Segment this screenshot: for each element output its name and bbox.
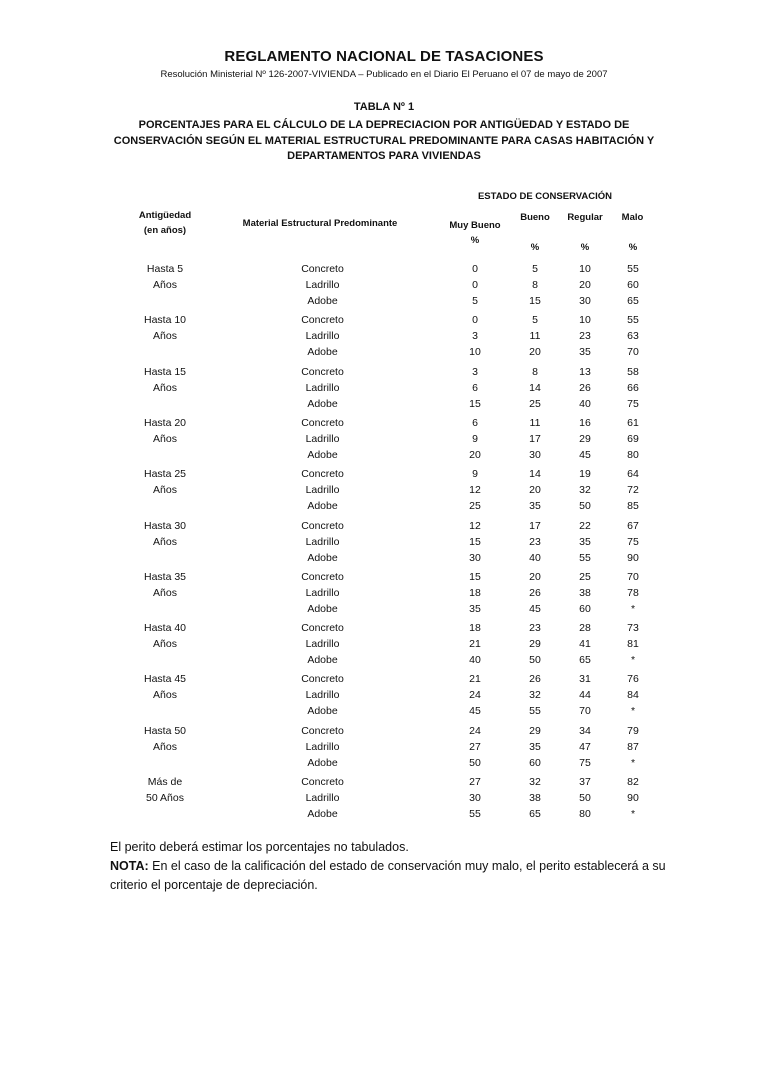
- age-label-line2: 50 Años: [146, 792, 184, 804]
- age-label-line1: Hasta 35: [143, 570, 187, 583]
- malo-cell: 76: [627, 673, 639, 686]
- age-label-line1: Hasta 40: [143, 622, 187, 635]
- table-row: [0, 790, 768, 806]
- muy-bueno-cell: 24: [469, 689, 481, 702]
- bueno-cell: 30: [529, 448, 541, 461]
- antiguedad-header-line2: (en años): [143, 225, 187, 236]
- muy-bueno-cell: 9: [472, 468, 478, 481]
- material-cell: Concreto: [301, 263, 344, 275]
- table-row: [0, 415, 768, 431]
- material-cell: Adobe: [307, 295, 338, 307]
- muy-bueno-cell: 3: [472, 330, 478, 343]
- muy-bueno-cell: 10: [469, 346, 481, 359]
- material-cell: Ladrillo: [305, 381, 340, 394]
- muy-bueno-cell: 0: [472, 314, 478, 327]
- estado-conservacion-header: ESTADO DE CONSERVACIÓN: [477, 191, 613, 202]
- age-label-line2: Años: [153, 535, 177, 548]
- malo-cell: 87: [627, 740, 639, 753]
- muy-bueno-cell: 20: [469, 448, 481, 461]
- muy-bueno-cell: 18: [469, 622, 481, 635]
- bueno-header: Bueno: [520, 212, 550, 223]
- age-label-line1: Hasta 5: [146, 263, 184, 275]
- material-cell: Ladrillo: [305, 330, 340, 343]
- regular-cell: 50: [579, 500, 591, 513]
- table-row: [0, 806, 768, 822]
- regular-cell: 35: [579, 535, 591, 548]
- material-cell: Adobe: [307, 448, 338, 461]
- table-row: [0, 652, 768, 668]
- regular-cell: 37: [579, 776, 591, 788]
- table-row: [0, 396, 768, 412]
- age-group: [0, 364, 768, 415]
- muy-bueno-cell: 18: [469, 586, 481, 599]
- table-row: [0, 498, 768, 514]
- age-label-line1: Hasta 45: [143, 673, 187, 686]
- table-row: [0, 755, 768, 771]
- age-group: [0, 774, 768, 825]
- regular-cell: 23: [579, 330, 591, 343]
- bueno-cell: 14: [529, 468, 541, 481]
- material-cell: Concreto: [301, 622, 344, 635]
- muy-bueno-cell: 27: [469, 740, 481, 753]
- regular-cell: 40: [579, 397, 591, 410]
- regular-cell: 47: [579, 740, 591, 753]
- age-group: [0, 723, 768, 774]
- bueno-cell: 35: [529, 500, 541, 513]
- age-label-line1: Hasta 20: [143, 416, 187, 429]
- bueno-cell: 32: [529, 776, 541, 788]
- malo-cell: 67: [627, 519, 639, 532]
- bueno-cell: 29: [529, 638, 541, 651]
- regular-cell: 50: [579, 792, 591, 804]
- table-row: [0, 293, 768, 309]
- table-row: [0, 703, 768, 719]
- muy-bueno-cell: 15: [469, 397, 481, 410]
- regular-cell: 10: [579, 263, 591, 275]
- malo-cell: 90: [627, 551, 639, 564]
- material-cell: Adobe: [307, 756, 338, 769]
- muy-bueno-cell: 3: [472, 365, 478, 378]
- table-row: [0, 620, 768, 636]
- bueno-cell: 45: [529, 602, 541, 615]
- malo-cell: 70: [627, 570, 639, 583]
- malo-cell: 61: [627, 416, 639, 429]
- malo-cell: 63: [627, 330, 639, 343]
- regular-cell: 22: [579, 519, 591, 532]
- bueno-cell: 20: [529, 570, 541, 583]
- malo-cell: 90: [627, 792, 639, 804]
- malo-percent: %: [628, 242, 638, 253]
- table-row: [0, 739, 768, 755]
- regular-cell: 70: [579, 705, 591, 718]
- muy-bueno-cell: 0: [472, 279, 478, 291]
- regular-cell: 55: [579, 551, 591, 564]
- regular-percent: %: [580, 242, 590, 253]
- material-cell: Concreto: [301, 673, 344, 686]
- table-row: [0, 277, 768, 293]
- regular-cell: 28: [579, 622, 591, 635]
- age-group: [0, 671, 768, 722]
- regular-cell: 41: [579, 638, 591, 651]
- regular-cell: 26: [579, 381, 591, 394]
- bueno-cell: 20: [529, 346, 541, 359]
- regular-cell: 31: [579, 673, 591, 686]
- material-cell: Concreto: [301, 314, 344, 327]
- material-cell: Concreto: [301, 519, 344, 532]
- bueno-cell: 14: [529, 381, 541, 394]
- age-group: [0, 415, 768, 466]
- muy-bueno-cell: 45: [469, 705, 481, 718]
- bueno-cell: 23: [529, 535, 541, 548]
- bueno-cell: 15: [529, 295, 541, 307]
- bueno-cell: 11: [529, 330, 541, 343]
- muy-bueno-cell: 24: [469, 724, 481, 737]
- material-cell: Ladrillo: [305, 535, 340, 548]
- regular-header: Regular: [567, 212, 603, 223]
- age-label-line2: Años: [153, 330, 177, 343]
- bueno-cell: 32: [529, 689, 541, 702]
- malo-header: Malo: [621, 212, 644, 223]
- regular-cell: 60: [579, 602, 591, 615]
- age-label-line1: Más de: [147, 776, 183, 788]
- material-cell: Concreto: [301, 724, 344, 737]
- document-title: REGLAMENTO NACIONAL DE TASACIONES: [224, 48, 544, 65]
- bueno-cell: 50: [529, 654, 541, 667]
- bueno-percent: %: [530, 242, 540, 253]
- regular-cell: 75: [579, 756, 591, 769]
- material-cell: Concreto: [301, 776, 344, 788]
- bueno-cell: 65: [529, 808, 541, 820]
- table-row: [0, 312, 768, 328]
- malo-cell: 69: [627, 432, 639, 445]
- muy-bueno-cell: 30: [469, 792, 481, 804]
- material-cell: Concreto: [301, 416, 344, 429]
- muy-bueno-cell: 12: [469, 519, 481, 532]
- table-row: [0, 569, 768, 585]
- regular-cell: 19: [579, 468, 591, 481]
- material-cell: Adobe: [307, 551, 338, 564]
- table-number: TABLA Nº 1: [353, 101, 415, 113]
- malo-cell: 55: [627, 314, 639, 327]
- malo-cell: 85: [627, 500, 639, 513]
- material-cell: Adobe: [307, 705, 338, 718]
- malo-cell: 75: [627, 535, 639, 548]
- table-row: [0, 550, 768, 566]
- malo-cell: 64: [627, 468, 639, 481]
- muy-bueno-cell: 15: [469, 535, 481, 548]
- material-cell: Ladrillo: [305, 689, 340, 702]
- age-group: [0, 261, 768, 312]
- malo-cell: 79: [627, 724, 639, 737]
- muy-bueno-cell: 21: [469, 638, 481, 651]
- malo-cell: 80: [627, 448, 639, 461]
- malo-cell: *: [630, 654, 636, 667]
- table-row: [0, 328, 768, 344]
- table-row: [0, 534, 768, 550]
- muy-bueno-cell: 40: [469, 654, 481, 667]
- material-cell: Concreto: [301, 570, 344, 583]
- notes-section: [110, 838, 670, 895]
- regular-cell: 38: [579, 586, 591, 599]
- bueno-cell: 26: [529, 673, 541, 686]
- muy-bueno-cell: 50: [469, 756, 481, 769]
- muy-bueno-cell: 5: [472, 295, 478, 307]
- table-row: [0, 601, 768, 617]
- table-row: [0, 687, 768, 703]
- muy-bueno-cell: 6: [472, 381, 478, 394]
- material-cell: Adobe: [307, 654, 338, 667]
- muy-bueno-cell: 0: [472, 263, 478, 275]
- malo-cell: 73: [627, 622, 639, 635]
- age-group: [0, 569, 768, 620]
- malo-cell: 78: [627, 586, 639, 599]
- bueno-cell: 8: [532, 279, 538, 291]
- antiguedad-header-line1: Antigüedad: [138, 210, 192, 221]
- regular-cell: 10: [579, 314, 591, 327]
- muy-bueno-cell: 30: [469, 551, 481, 564]
- age-label-line2: Años: [153, 689, 177, 702]
- table-row: [0, 774, 768, 790]
- regular-cell: 20: [579, 279, 591, 291]
- notes-line1: El perito deberá estimar los porcentajes no tabulados.: [110, 840, 409, 854]
- regular-cell: 13: [579, 365, 591, 378]
- nota-text: En el caso de la calificación del estado de conservación muy malo, el perito establecerá a su criterio el porcentaje de depreciación.: [110, 859, 666, 892]
- material-header: Material Estructural Predominante: [242, 218, 398, 229]
- bueno-cell: 23: [529, 622, 541, 635]
- age-group: [0, 466, 768, 517]
- malo-cell: *: [630, 705, 636, 718]
- material-cell: Adobe: [307, 397, 338, 410]
- table-row: [0, 380, 768, 396]
- bueno-cell: 26: [529, 586, 541, 599]
- regular-cell: 45: [579, 448, 591, 461]
- malo-cell: 75: [627, 397, 639, 410]
- muy-bueno-cell: 15: [469, 570, 481, 583]
- muy-bueno-header: [440, 218, 510, 248]
- regular-cell: 65: [579, 654, 591, 667]
- age-label-line2: Años: [153, 279, 177, 291]
- bueno-cell: 40: [529, 551, 541, 564]
- regular-cell: 30: [579, 295, 591, 307]
- bueno-cell: 20: [529, 484, 541, 497]
- table-row: [0, 723, 768, 739]
- age-label-line2: Años: [153, 740, 177, 753]
- malo-cell: 82: [627, 776, 639, 788]
- material-cell: Ladrillo: [305, 740, 340, 753]
- antiguedad-header: [120, 208, 210, 238]
- bueno-cell: 25: [529, 397, 541, 410]
- age-label-line2: Años: [153, 432, 177, 445]
- muy-bueno-header-label: Muy Bueno: [449, 220, 501, 231]
- malo-cell: 65: [627, 295, 639, 307]
- table-row: [0, 466, 768, 482]
- material-cell: Ladrillo: [305, 638, 340, 651]
- age-label-line1: Hasta 10: [143, 314, 187, 327]
- bueno-cell: 5: [532, 314, 538, 327]
- material-cell: Adobe: [307, 500, 338, 513]
- muy-bueno-cell: 6: [472, 416, 478, 429]
- malo-cell: 55: [627, 263, 639, 275]
- bueno-cell: 8: [532, 365, 538, 378]
- muy-bueno-cell: 12: [469, 484, 481, 497]
- regular-cell: 80: [579, 808, 591, 820]
- malo-cell: 60: [627, 279, 639, 291]
- material-cell: Ladrillo: [305, 432, 340, 445]
- regular-cell: 29: [579, 432, 591, 445]
- material-cell: Ladrillo: [305, 792, 340, 804]
- muy-bueno-cell: 25: [469, 500, 481, 513]
- age-group: [0, 518, 768, 569]
- malo-cell: 66: [627, 381, 639, 394]
- muy-bueno-cell: 21: [469, 673, 481, 686]
- table-row: [0, 585, 768, 601]
- material-cell: Adobe: [307, 602, 338, 615]
- muy-bueno-cell: 9: [472, 432, 478, 445]
- material-cell: Adobe: [307, 346, 338, 359]
- table-row: [0, 636, 768, 652]
- malo-cell: 70: [627, 346, 639, 359]
- nota-label: NOTA:: [110, 859, 149, 873]
- bueno-cell: 35: [529, 740, 541, 753]
- bueno-cell: 55: [529, 705, 541, 718]
- muy-bueno-percent: %: [470, 235, 480, 246]
- regular-cell: 16: [579, 416, 591, 429]
- regular-cell: 25: [579, 570, 591, 583]
- malo-cell: *: [630, 602, 636, 615]
- regular-cell: 44: [579, 689, 591, 702]
- table-row: [0, 431, 768, 447]
- regular-cell: 35: [579, 346, 591, 359]
- table-row: [0, 447, 768, 463]
- age-label-line2: Años: [153, 586, 177, 599]
- age-label-line1: Hasta 25: [143, 468, 187, 481]
- bueno-cell: 60: [529, 756, 541, 769]
- age-label-line2: Años: [153, 638, 177, 651]
- malo-cell: 72: [627, 484, 639, 497]
- bueno-cell: 29: [529, 724, 541, 737]
- malo-cell: 81: [627, 638, 639, 651]
- document-subtitle: Resolución Ministerial Nº 126-2007-VIVIENDA – Publicado en el Diario El Peruano el 07 de mayo de 2007: [160, 69, 608, 80]
- age-label-line2: Años: [153, 381, 177, 394]
- regular-cell: 34: [579, 724, 591, 737]
- malo-cell: *: [630, 808, 636, 820]
- table-row: [0, 344, 768, 360]
- muy-bueno-cell: 55: [469, 808, 481, 820]
- age-label-line1: Hasta 15: [143, 365, 187, 378]
- bueno-cell: 17: [529, 519, 541, 532]
- bueno-cell: 17: [529, 432, 541, 445]
- nota-paragraph: [110, 857, 670, 895]
- muy-bueno-cell: 35: [469, 602, 481, 615]
- bueno-cell: 5: [532, 263, 538, 275]
- malo-cell: *: [630, 756, 636, 769]
- table-row: [0, 261, 768, 277]
- malo-cell: 84: [627, 689, 639, 702]
- age-label-line1: Hasta 30: [143, 519, 187, 532]
- table-row: [0, 518, 768, 534]
- bueno-cell: 38: [529, 792, 541, 804]
- bueno-cell: 11: [529, 416, 541, 429]
- material-cell: Ladrillo: [305, 586, 340, 599]
- material-cell: Adobe: [307, 808, 338, 820]
- regular-cell: 32: [579, 484, 591, 497]
- material-cell: Ladrillo: [305, 484, 340, 497]
- age-label-line2: Años: [153, 484, 177, 497]
- table-row: [0, 671, 768, 687]
- table-row: [0, 482, 768, 498]
- material-cell: Ladrillo: [305, 279, 340, 291]
- malo-cell: 58: [627, 365, 639, 378]
- muy-bueno-cell: 27: [469, 776, 481, 788]
- table-row: [0, 364, 768, 380]
- table-description: PORCENTAJES PARA EL CÁLCULO DE LA DEPRECIACION POR ANTIGÜEDAD Y ESTADO DE CONSERVACIÓN SEGÚN EL MATERIAL ESTRUCTURAL PREDOMINANTE PARA CASAS HABITACIÓN Y DEPARTAMENTOS PARA VIVIENDAS: [113, 119, 655, 162]
- material-cell: Concreto: [301, 468, 344, 481]
- age-group: [0, 312, 768, 363]
- material-cell: Concreto: [301, 365, 344, 378]
- age-group: [0, 620, 768, 671]
- age-label-line1: Hasta 50: [143, 724, 187, 737]
